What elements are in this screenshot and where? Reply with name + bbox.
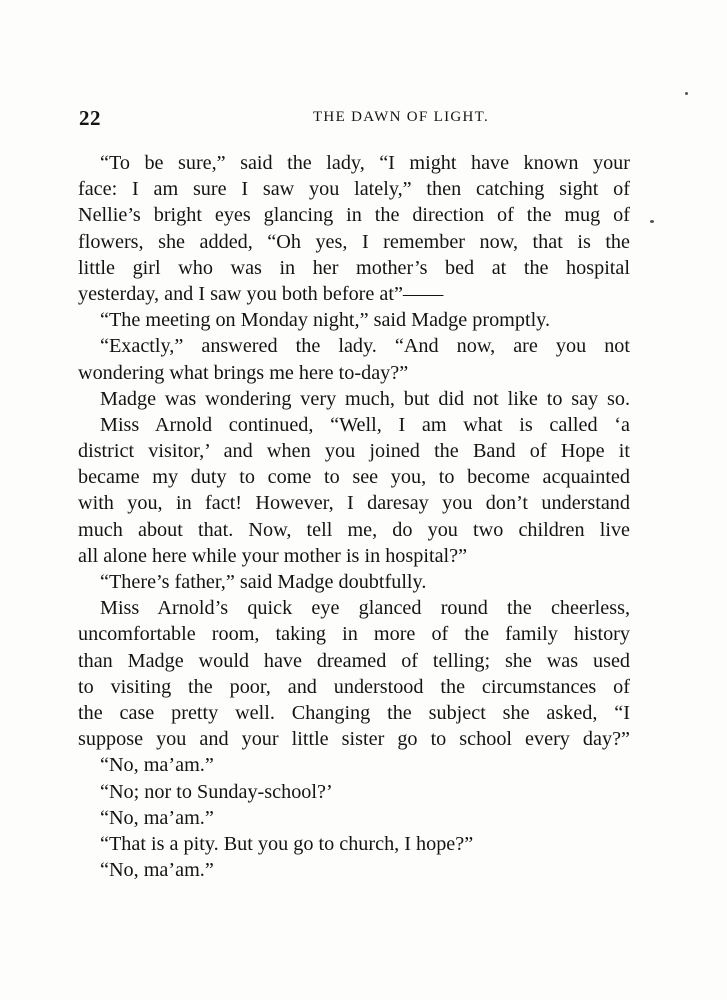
text-line: “The meeting on Monday night,” said Madge promptly. xyxy=(100,309,551,332)
text-line: than Madge would have dreamed of telling; she was used xyxy=(78,649,630,672)
text-line: uncomfortable room, taking in more of the family history xyxy=(78,623,630,646)
text-line: “No, ma’am.” xyxy=(100,806,214,829)
text-line: little girl who was in her mother’s bed at the hospital xyxy=(78,256,630,279)
text-line: all alone here while your mother is in hospital?” xyxy=(78,544,468,567)
text-line: Miss Arnold continued, “Well, I am what is called ‘a xyxy=(100,413,630,436)
text-line: suppose you and your little sister go to school every day?” xyxy=(78,728,630,751)
scan-speck xyxy=(685,92,688,95)
text-line: “No, ma’am.” xyxy=(100,754,214,777)
text-line: with you, in fact! However, I daresay you don’t understand xyxy=(78,492,630,515)
text-line: district visitor,’ and when you joined the Band of Hope it xyxy=(78,440,630,463)
text-line: much about that. Now, tell me, do you two children live xyxy=(78,518,630,541)
text-line: Nellie’s bright eyes glancing in the direction of the mug of xyxy=(78,204,630,227)
body-text xyxy=(78,150,630,883)
text-line: “That is a pity. But you go to church, I hope?” xyxy=(100,832,474,855)
text-line: Miss Arnold’s quick eye glanced round the cheerless, xyxy=(100,597,630,620)
text-line: “Exactly,” answered the lady. “And now, are you not xyxy=(100,335,630,358)
running-head xyxy=(79,106,627,130)
text-line: the case pretty well. Changing the subject she asked, “I xyxy=(78,701,630,724)
text-line: face: I am sure I saw you lately,” then catching sight of xyxy=(78,178,630,201)
text-line: “To be sure,” said the lady, “I might have known your xyxy=(100,152,630,174)
text-line: Madge was wondering very much, but did not like to say so. xyxy=(100,387,630,410)
page-number: 22 xyxy=(79,106,101,130)
text-line: “No; nor to Sunday-school?’ xyxy=(100,780,333,803)
text-line: became my duty to come to see you, to become acquainted xyxy=(78,466,630,489)
text-line: wondering what brings me here to-day?” xyxy=(78,361,409,384)
book-title: THE DAWN OF LIGHT. xyxy=(312,109,490,125)
scan-speck xyxy=(650,220,654,223)
text-line: “No, ma’am.” xyxy=(100,859,214,882)
text-line: “There’s father,” said Madge doubtfully. xyxy=(100,571,427,593)
text-line: to visiting the poor, and understood the circumstances of xyxy=(78,675,630,698)
text-line: flowers, she added, “Oh yes, I remember now, that is the xyxy=(78,230,630,253)
text-line: yesterday, and I saw you both before at”—— xyxy=(78,282,444,305)
